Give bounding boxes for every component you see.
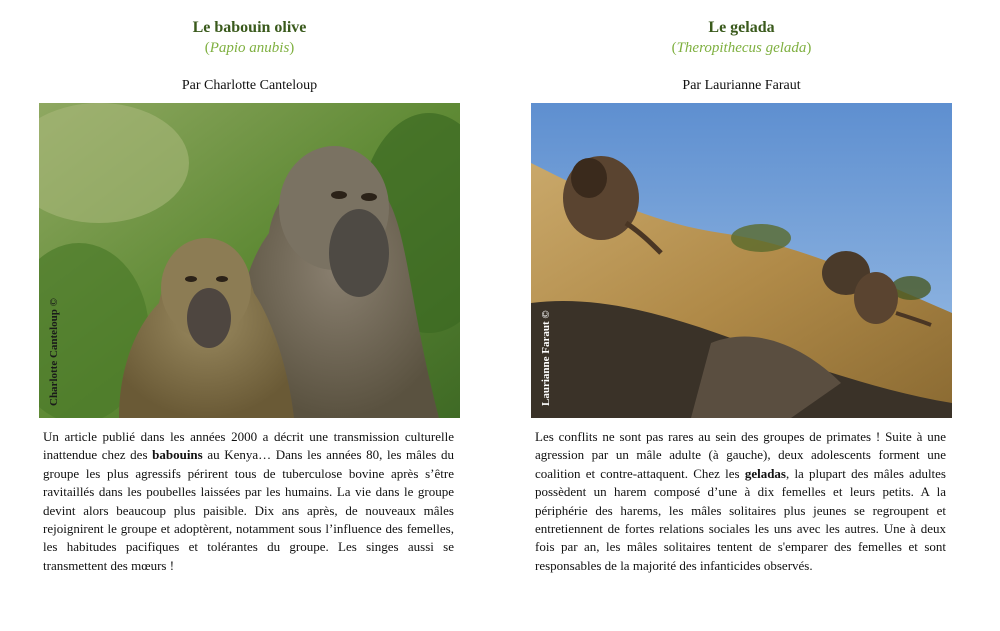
article-title: Le gelada xyxy=(708,19,775,36)
article-text: Les conflits ne sont pas rares au sein des groupes de primates ! Suite à une agression par un mâle adulte (à gauche), deux adolescents forment une coalition et contre-attaquent. Chez les geladas, la plupart des mâles adultes possèdent un harem composé d’une à dix femelles et leurs petits. A la périphérie des harems, les mâles solitaires plus jeunes se regroupent et entretiennent de fortes relations sociales les uns avec les autres. Une à deux fois par an, les mâles solitaires tentent de s'emparer des femelles et sont responsables de la majorité des infanticides observés. xyxy=(535,429,946,573)
article-author: Par Laurianne Faraut xyxy=(682,78,801,93)
photo-credit: Charlotte Canteloup © xyxy=(48,298,60,406)
baboon-photo xyxy=(39,103,460,418)
gelada-photo xyxy=(531,103,952,418)
scientific-name: (Papio anubis) xyxy=(204,40,295,56)
scientific-name: (Theropithecus gelada) xyxy=(671,40,812,56)
photo-geladas xyxy=(531,103,952,418)
article-title: Le babouin olive xyxy=(192,19,307,36)
photo-credit: Laurianne Faraut © xyxy=(540,310,552,406)
article-text: Un article publié dans les années 2000 a décrit une transmission culturelle inattendue chez des babouins au Kenya… Dans les années 80, les mâles du groupe les plus agressifs périrent tous de tuberculose bovine après s’être ravitaillés dans les poubelles laissées par les humains. La vie dans le groupe devint alors beaucoup plus paisible. Dix ans après, de nouveaux mâles rejoignirent le groupe et adoptèrent, notamment sous l’influence des femelles, les habitudes pacifiques et tolérantes du groupe. Les singes aussi se transmettent des mœurs ! xyxy=(43,429,454,573)
article-gelada xyxy=(531,0,952,575)
photo-babouins xyxy=(39,103,460,418)
article-babouin xyxy=(39,0,460,575)
article-author: Par Charlotte Canteloup xyxy=(181,78,318,93)
